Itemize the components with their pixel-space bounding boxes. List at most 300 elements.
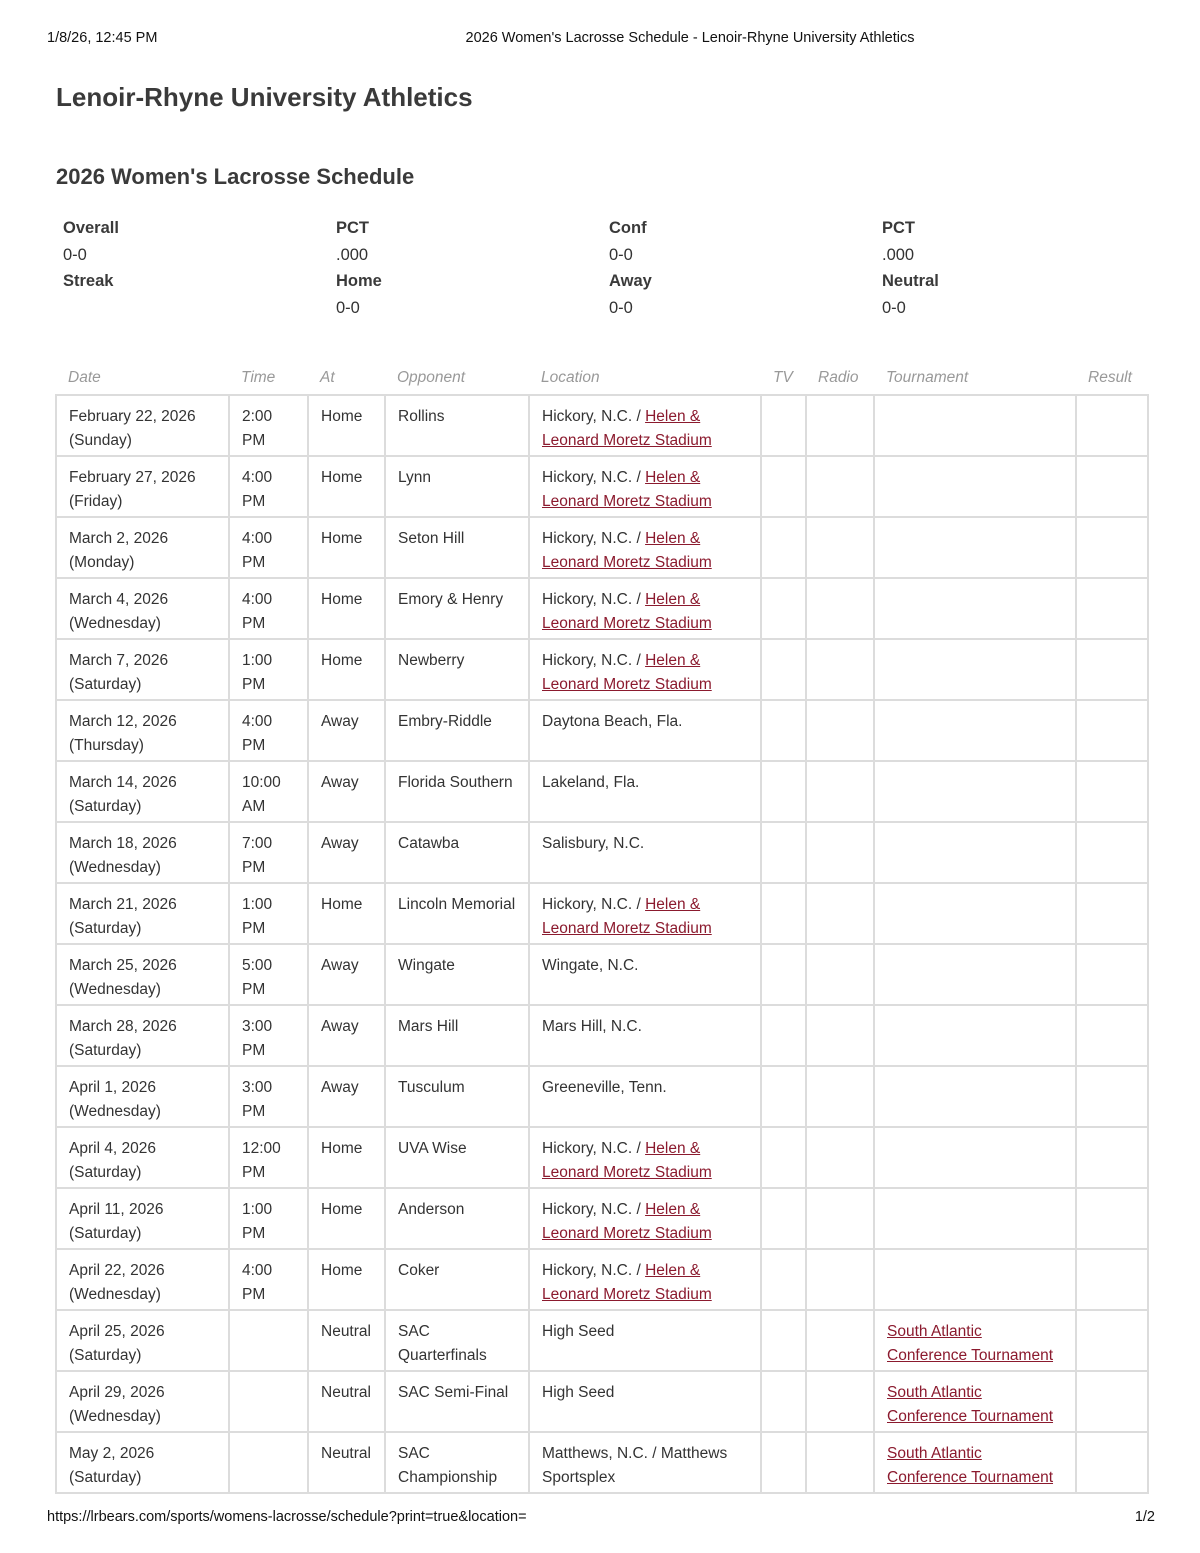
at-cell (308, 700, 385, 761)
tv-cell (761, 1066, 806, 1127)
game-date: March 14, 2026 (69, 774, 177, 791)
game-site: Away (321, 713, 359, 730)
time-cell (229, 1066, 308, 1127)
time-cell (229, 1310, 308, 1371)
at-cell (308, 1371, 385, 1432)
game-time: 1:00 (242, 652, 273, 669)
game-date: March 12, 2026 (69, 713, 177, 730)
tournament-cell (874, 883, 1076, 944)
date-cell (56, 1188, 229, 1249)
location-text: Salisbury, N.C. (542, 835, 645, 852)
away-value: 0-0 (609, 298, 633, 317)
opponent-cell (385, 1127, 529, 1188)
opponent-name: Florida Southern (398, 774, 513, 791)
tournament-cell (874, 1188, 1076, 1249)
conf-pct-label: PCT (882, 219, 915, 237)
location-cell (529, 1127, 761, 1188)
print-document-title: 2026 Women's Lacrosse Schedule - Lenoir-Rhyne University Athletics (465, 30, 915, 46)
game-day: (Wednesday) (69, 1286, 161, 1303)
location-text: Daytona Beach, Fla. (542, 713, 683, 730)
overall-value: 0-0 (63, 245, 87, 264)
tv-cell (761, 1432, 806, 1493)
game-time: 4:00 (242, 530, 273, 547)
game-site: Home (321, 591, 363, 608)
conf-value: 0-0 (609, 245, 633, 264)
location-text: Hickory, N.C. / (542, 1201, 641, 1218)
schedule-row (56, 639, 1148, 700)
location-text: Wingate, N.C. (542, 957, 639, 974)
schedule-row (56, 1005, 1148, 1066)
date-cell (56, 578, 229, 639)
time-cell (229, 700, 308, 761)
game-site: Home (321, 652, 363, 669)
print-url: https://lrbears.com/sports/womens-lacrosse/schedule?print=true&location= (47, 1509, 527, 1525)
time-cell (229, 1432, 308, 1493)
tournament-cell (874, 1127, 1076, 1188)
game-date: March 4, 2026 (69, 591, 169, 608)
tournament-cell (874, 1371, 1076, 1432)
date-cell (56, 1127, 229, 1188)
game-ampm: PM (242, 1103, 266, 1120)
neutral-value: 0-0 (882, 298, 906, 317)
location-cell (529, 395, 761, 456)
date-cell (56, 761, 229, 822)
game-site: Away (321, 835, 359, 852)
radio-cell (806, 700, 874, 761)
stadium-link[interactable]: Helen & Leonard Moretz Stadium (542, 591, 712, 632)
game-date: March 2, 2026 (69, 530, 169, 547)
tournament-link[interactable]: South Atlantic Conference Tournament (887, 1384, 1054, 1425)
game-ampm: PM (242, 981, 266, 998)
result-cell (1076, 395, 1148, 456)
location-text: Hickory, N.C. / (542, 530, 641, 547)
schedule-row (56, 883, 1148, 944)
opponent-name: Seton Hill (398, 530, 465, 547)
date-cell (56, 517, 229, 578)
opponent-name: Emory & Henry (398, 591, 504, 608)
opponent-name: Mars Hill (398, 1018, 459, 1035)
location-text: Lakeland, Fla. (542, 774, 640, 791)
radio-cell (806, 639, 874, 700)
location-cell (529, 639, 761, 700)
radio-cell (806, 1249, 874, 1310)
result-cell (1076, 1371, 1148, 1432)
location-text: Greeneville, Tenn. (542, 1079, 667, 1096)
time-cell (229, 761, 308, 822)
game-time: 1:00 (242, 896, 273, 913)
game-ampm: PM (242, 737, 266, 754)
location-cell (529, 1310, 761, 1371)
location-text: Hickory, N.C. / (542, 591, 641, 608)
opponent-cell (385, 944, 529, 1005)
result-cell (1076, 1249, 1148, 1310)
game-site: Away (321, 1079, 359, 1096)
pct-value: .000 (336, 245, 369, 264)
game-day: (Monday) (69, 554, 135, 571)
game-day: (Thursday) (69, 737, 144, 754)
location-cell (529, 578, 761, 639)
time-cell (229, 578, 308, 639)
at-cell (308, 1310, 385, 1371)
tournament-link[interactable]: South Atlantic Conference Tournament (887, 1323, 1054, 1364)
schedule-row (56, 1432, 1148, 1493)
col-header-result: Result (1088, 369, 1132, 386)
opponent-name: Catawba (398, 835, 460, 852)
away-label: Away (609, 272, 652, 290)
record-summary (63, 219, 1163, 325)
game-time: 1:00 (242, 1201, 273, 1218)
schedule-header-row (56, 362, 1148, 395)
result-cell (1076, 700, 1148, 761)
tv-cell (761, 1127, 806, 1188)
game-date: February 22, 2026 (69, 408, 196, 425)
game-day: (Saturday) (69, 1164, 142, 1181)
location-text: Matthews, N.C. / Matthews Sportsplex (542, 1445, 728, 1486)
opponent-cell (385, 578, 529, 639)
date-cell (56, 1066, 229, 1127)
game-time: 12:00 (242, 1140, 281, 1157)
col-header-opponent: Opponent (397, 369, 466, 386)
tv-cell (761, 517, 806, 578)
schedule-row (56, 761, 1148, 822)
time-cell (229, 1188, 308, 1249)
schedule-row (56, 1188, 1148, 1249)
tv-cell (761, 1371, 806, 1432)
radio-cell (806, 1127, 874, 1188)
game-time: 4:00 (242, 1262, 273, 1279)
game-ampm: PM (242, 920, 266, 937)
tournament-cell (874, 395, 1076, 456)
schedule-body (56, 395, 1148, 1493)
radio-cell (806, 1432, 874, 1493)
col-header-date: Date (68, 369, 101, 386)
game-time: 4:00 (242, 713, 273, 730)
game-day: (Saturday) (69, 1225, 142, 1242)
tournament-cell (874, 517, 1076, 578)
print-timestamp: 1/8/26, 12:45 PM (47, 30, 158, 46)
opponent-name: SAC Championship (398, 1445, 498, 1486)
opponent-cell (385, 883, 529, 944)
result-cell (1076, 1310, 1148, 1371)
game-time: 4:00 (242, 469, 273, 486)
game-day: (Wednesday) (69, 859, 161, 876)
record-label-row-1 (63, 219, 1163, 246)
tournament-cell (874, 1066, 1076, 1127)
result-cell (1076, 761, 1148, 822)
game-date: February 27, 2026 (69, 469, 196, 486)
conf-label: Conf (609, 219, 647, 237)
opponent-name: Lynn (398, 469, 432, 486)
result-cell (1076, 1066, 1148, 1127)
stadium-link[interactable]: Helen & Leonard Moretz Stadium (542, 1140, 712, 1181)
game-day: (Saturday) (69, 1042, 142, 1059)
game-site: Home (321, 896, 363, 913)
opponent-cell (385, 1249, 529, 1310)
site-title: Lenoir-Rhyne University Athletics (56, 82, 473, 112)
time-cell (229, 1249, 308, 1310)
location-text: High Seed (542, 1323, 615, 1340)
tournament-cell (874, 822, 1076, 883)
game-ampm: PM (242, 1164, 266, 1181)
tv-cell (761, 883, 806, 944)
at-cell (308, 517, 385, 578)
radio-cell (806, 517, 874, 578)
opponent-name: SAC Quarterfinals (398, 1323, 487, 1364)
radio-cell (806, 883, 874, 944)
col-header-tv: TV (773, 369, 793, 386)
opponent-name: UVA Wise (398, 1140, 467, 1157)
streak-label: Streak (63, 272, 114, 290)
result-cell (1076, 883, 1148, 944)
at-cell (308, 578, 385, 639)
game-day: (Saturday) (69, 920, 142, 937)
schedule-row (56, 944, 1148, 1005)
tv-cell (761, 761, 806, 822)
game-date: March 25, 2026 (69, 957, 177, 974)
radio-cell (806, 456, 874, 517)
game-ampm: PM (242, 493, 266, 510)
radio-cell (806, 761, 874, 822)
date-cell (56, 1371, 229, 1432)
game-ampm: AM (242, 798, 266, 815)
game-day: (Friday) (69, 493, 123, 510)
col-header-at: At (320, 369, 335, 386)
date-cell (56, 1310, 229, 1371)
overall-label: Overall (63, 219, 119, 237)
time-cell (229, 1127, 308, 1188)
tv-cell (761, 578, 806, 639)
at-cell (308, 822, 385, 883)
opponent-name: Coker (398, 1262, 440, 1279)
date-cell (56, 1005, 229, 1066)
game-day: (Wednesday) (69, 615, 161, 632)
record-value-row-1 (63, 246, 1163, 273)
game-date: April 11, 2026 (69, 1201, 164, 1218)
game-site: Neutral (321, 1323, 371, 1340)
neutral-label: Neutral (882, 272, 939, 290)
game-day: (Saturday) (69, 676, 142, 693)
opponent-cell (385, 639, 529, 700)
date-cell (56, 944, 229, 1005)
date-cell (56, 822, 229, 883)
col-header-tournament: Tournament (886, 369, 969, 386)
opponent-cell (385, 700, 529, 761)
location-text: Hickory, N.C. / (542, 896, 641, 913)
stadium-link[interactable]: Helen & Leonard Moretz Stadium (542, 896, 712, 937)
at-cell (308, 1127, 385, 1188)
date-cell (56, 1432, 229, 1493)
result-cell (1076, 1432, 1148, 1493)
game-day: (Wednesday) (69, 1103, 161, 1120)
radio-cell (806, 1005, 874, 1066)
game-date: March 7, 2026 (69, 652, 169, 669)
time-cell (229, 822, 308, 883)
location-cell (529, 1432, 761, 1493)
time-cell (229, 395, 308, 456)
stadium-link[interactable]: Helen & Leonard Moretz Stadium (542, 469, 712, 510)
schedule-row (56, 1249, 1148, 1310)
radio-cell (806, 944, 874, 1005)
radio-cell (806, 395, 874, 456)
schedule-row (56, 1127, 1148, 1188)
location-cell (529, 822, 761, 883)
game-site: Home (321, 1201, 363, 1218)
location-text: Hickory, N.C. / (542, 652, 641, 669)
print-header (47, 30, 1153, 50)
location-text: Hickory, N.C. / (542, 469, 641, 486)
radio-cell (806, 1066, 874, 1127)
game-date: May 2, 2026 (69, 1445, 155, 1462)
tv-cell (761, 944, 806, 1005)
col-header-radio: Radio (818, 369, 859, 386)
game-ampm: PM (242, 432, 266, 449)
game-time: 2:00 (242, 408, 273, 425)
game-date: March 18, 2026 (69, 835, 177, 852)
result-cell (1076, 639, 1148, 700)
game-site: Home (321, 408, 363, 425)
game-site: Home (321, 1140, 363, 1157)
result-cell (1076, 1188, 1148, 1249)
tournament-cell (874, 944, 1076, 1005)
at-cell (308, 1066, 385, 1127)
location-cell (529, 883, 761, 944)
tournament-cell (874, 1005, 1076, 1066)
tournament-cell (874, 578, 1076, 639)
stadium-link[interactable]: Helen & Leonard Moretz Stadium (542, 530, 712, 571)
tournament-cell (874, 1310, 1076, 1371)
game-site: Home (321, 1262, 363, 1279)
game-time: 7:00 (242, 835, 273, 852)
result-cell (1076, 822, 1148, 883)
page-title: 2026 Women's Lacrosse Schedule (56, 164, 415, 189)
at-cell (308, 639, 385, 700)
print-footer (47, 1509, 1155, 1529)
tv-cell (761, 1249, 806, 1310)
tv-cell (761, 822, 806, 883)
location-cell (529, 1249, 761, 1310)
location-cell (529, 1371, 761, 1432)
schedule-table (55, 362, 1149, 1494)
game-ampm: PM (242, 676, 266, 693)
opponent-cell (385, 822, 529, 883)
game-site: Away (321, 1018, 359, 1035)
game-site: Away (321, 957, 359, 974)
pct-label: PCT (336, 219, 369, 237)
home-value: 0-0 (336, 298, 360, 317)
tv-cell (761, 456, 806, 517)
location-text: High Seed (542, 1384, 615, 1401)
opponent-cell (385, 395, 529, 456)
opponent-name: Wingate (398, 957, 455, 974)
location-text: Hickory, N.C. / (542, 1262, 641, 1279)
game-date: March 21, 2026 (69, 896, 177, 913)
opponent-cell (385, 761, 529, 822)
time-cell (229, 639, 308, 700)
tournament-link[interactable]: South Atlantic Conference Tournament (887, 1445, 1054, 1486)
schedule-row (56, 700, 1148, 761)
stadium-link[interactable]: Helen & Leonard Moretz Stadium (542, 408, 712, 449)
opponent-name: Lincoln Memorial (398, 896, 516, 913)
at-cell (308, 1005, 385, 1066)
at-cell (308, 883, 385, 944)
game-ampm: PM (242, 1042, 266, 1059)
opponent-cell (385, 1432, 529, 1493)
result-cell (1076, 944, 1148, 1005)
opponent-cell (385, 1188, 529, 1249)
conf-pct-value: .000 (882, 245, 915, 264)
opponent-cell (385, 1005, 529, 1066)
at-cell (308, 1432, 385, 1493)
game-day: (Saturday) (69, 1347, 142, 1364)
location-cell (529, 700, 761, 761)
result-cell (1076, 517, 1148, 578)
schedule-row (56, 1310, 1148, 1371)
game-time: 10:00 (242, 774, 281, 791)
radio-cell (806, 1310, 874, 1371)
page-number: 1/2 (1134, 1509, 1155, 1525)
tournament-cell (874, 1432, 1076, 1493)
opponent-cell (385, 456, 529, 517)
tv-cell (761, 639, 806, 700)
col-header-location: Location (541, 369, 600, 386)
record-label-row-2 (63, 272, 1163, 299)
game-time: 4:00 (242, 591, 273, 608)
game-date: April 4, 2026 (69, 1140, 157, 1157)
location-cell (529, 1066, 761, 1127)
tournament-cell (874, 456, 1076, 517)
at-cell (308, 1188, 385, 1249)
game-site: Neutral (321, 1445, 371, 1462)
time-cell (229, 944, 308, 1005)
tournament-cell (874, 1249, 1076, 1310)
opponent-name: Rollins (398, 408, 445, 425)
opponent-cell (385, 1371, 529, 1432)
opponent-name: Newberry (398, 652, 465, 669)
at-cell (308, 395, 385, 456)
at-cell (308, 944, 385, 1005)
game-site: Home (321, 469, 363, 486)
tv-cell (761, 395, 806, 456)
opponent-cell (385, 517, 529, 578)
game-site: Home (321, 530, 363, 547)
tournament-cell (874, 700, 1076, 761)
game-date: April 1, 2026 (69, 1079, 157, 1096)
game-day: (Wednesday) (69, 1408, 161, 1425)
location-cell (529, 1188, 761, 1249)
home-label: Home (336, 272, 382, 290)
game-date: April 25, 2026 (69, 1323, 165, 1340)
game-ampm: PM (242, 554, 266, 571)
stadium-link[interactable]: Helen & Leonard Moretz Stadium (542, 652, 712, 693)
at-cell (308, 456, 385, 517)
schedule-row (56, 456, 1148, 517)
date-cell (56, 883, 229, 944)
location-text: Hickory, N.C. / (542, 1140, 641, 1157)
game-date: March 28, 2026 (69, 1018, 177, 1035)
location-text: Mars Hill, N.C. (542, 1018, 642, 1035)
game-time: 5:00 (242, 957, 273, 974)
result-cell (1076, 1127, 1148, 1188)
time-cell (229, 1005, 308, 1066)
stadium-link[interactable]: Helen & Leonard Moretz Stadium (542, 1201, 712, 1242)
tournament-cell (874, 761, 1076, 822)
location-cell (529, 761, 761, 822)
tv-cell (761, 1005, 806, 1066)
time-cell (229, 517, 308, 578)
game-date: April 22, 2026 (69, 1262, 165, 1279)
stadium-link[interactable]: Helen & Leonard Moretz Stadium (542, 1262, 712, 1303)
game-site: Neutral (321, 1384, 371, 1401)
